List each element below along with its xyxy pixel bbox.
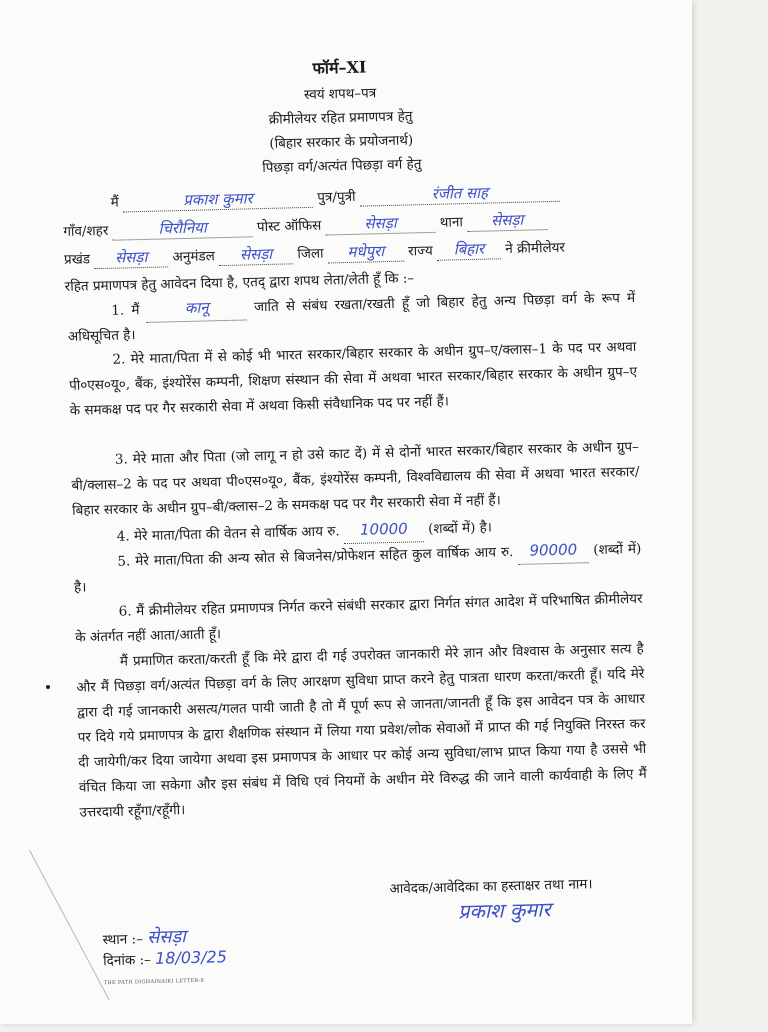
district-field: मधेपुरा [328, 241, 404, 264]
para1-post: जाति से संबंध रखता/रखती हूँ जो बिहार हेतु अन्य पिछड़ा वर्ग के रूप में अधिसूचित है। [67, 289, 636, 345]
heading-category: पिछड़ा वर्ग/अत्यंत पिछड़ा वर्ग हेतु [262, 156, 422, 177]
date-value: 18/03/25 [154, 947, 228, 968]
line-name [110, 181, 560, 213]
village-label: गाँव/शहर [63, 222, 109, 240]
paragraph-6: 6. मैं क्रीमीलेयर रहित प्रमाणपत्र निर्गत करने संबंधी सरकार द्वारा निर्गत संगत आदेश में परिभाषित क्रीमीलेयर के अंतर्गत नहीं आता/आती हूँ। [75, 590, 643, 646]
place-row [102, 923, 227, 950]
thana-label: थाना [439, 214, 464, 231]
heading-purpose: (बिहार सरकार के प्रयोजनार्थ) [269, 132, 414, 152]
heading-certificate: क्रीमीलेयर रहित प्रमाणपत्र हेतु [268, 108, 413, 128]
creamy-tail: ने क्रीमीलेयर [505, 239, 566, 258]
block-label: प्रखंड [63, 251, 91, 268]
form-title: फॉर्म–XI [312, 57, 367, 78]
declaration-paragraph: मैं प्रमाणित करता/करती हूँ कि मेरे द्वारा दी गई उपरोक्त जानकारी मेरे ज्ञान और विश्वास के अनुसार सत्य है और मैं पिछड़ा वर्ग/अत्यंत पिछड़ा वर्ग के लिए आरक्षण सुविधा प्राप्त करने हेतु पात्रता धारण करता/करती हूँ। यदि मेरे द्वारा दी गई जानकारी असत्य/गलत पायी जाती है तो मैं पूर्ण रूप से जानता/जानती हूँ कि इस आवेदन पत्र के आधार पर दिये गये प्रमाणपत्र के द्वारा शैक्षणिक संस्थान में लिया गया प्रवेश/लोक सेवाओं में प्राप्त की गई नियुक्ति निरस्त कर दी जायेगी/कर दिया जायेगा अथवा इस प्रमाणपत्र के आधार पर कोई अन्य सुविधा/लाभ प्राप्त किया गया है उससे भी वंचित किया जा सकेगा और इस संबंध में विधि एवं नियमों के अधीन मेरे विरुद्ध की जाने वाली कार्यवाही के लिए मैं उत्तरदायी रहूँगा/रहूँगी। [76, 640, 647, 821]
district-label: जिला [297, 245, 324, 263]
intro-line: रहित प्रमाणपत्र हेतु आवेदन दिया है, एतद् द्वारा शपथ लेता/लेती हूँ कि :– [64, 270, 415, 295]
block-field: सेसड़ा [94, 246, 168, 269]
place-label: स्थान :– [102, 931, 144, 949]
post-field: सेसड़ा [325, 212, 435, 236]
date-label: दिनांक :– [102, 952, 151, 970]
para5-post: (शब्दों में) है। [73, 540, 642, 596]
salary-income-field: 10000 [344, 516, 425, 544]
main-label: मैं [110, 194, 119, 211]
heading-affidavit: स्वयं शपथ–पत्र [303, 85, 377, 104]
other-income-field: 90000 [518, 537, 589, 565]
line-address [63, 209, 547, 242]
para4-pre: 4. मेरे माता/पिता की वेतन से वार्षिक आय रु. [116, 523, 340, 545]
parent-name-field: रंजीत साह [360, 181, 560, 207]
paragraph-3: 3. मेरे माता और पिता (जो लागू न हो उसे काट दें) में से दोनों भारत सरकार/बिहार सरकार के अधीन ग्रुप–बी/क्लास–2 के पद पर अथवा पी०एस०यू०, बैंक, इंश्योरेंस कम्पनी, विश्वविद्यालय की सेवा में अथवा भारत सरकार/बिहार सरकार के अधीन ग्रुप–बी/क्लास–2 के समकक्ष पद पर गैर सरकारी सेवा में नहीं हैं। [71, 438, 640, 519]
thana-field: सेसड़ा [467, 209, 547, 232]
para1-pre: 1. मैं [111, 302, 140, 319]
caste-field: कानू [146, 294, 247, 322]
state-field: बिहार [437, 238, 501, 261]
signature-name: प्रकाश कुमार [457, 897, 551, 924]
paragraph-2: 2. मेरे माता/पिता में से कोई भी भारत सरकार/बिहार सरकार के अधीन ग्रुप–ए/क्लास–1 के पद पर अथवा पी०एस०यू०, बैंक, इंश्योरेंस कम्पनी, शिक्षण संस्थान की सेवा में अथवा भारत सरकार/बिहार सरकार के अधीन ग्रुप–ए के समकक्ष पद पर गैर सरकारी सेवा में अथवा किसी संवैधानिक पद पर नहीं हैं। [68, 338, 638, 419]
para4-post: (शब्दों में) है। [427, 519, 493, 538]
place-value: सेसड़ा [146, 926, 187, 949]
footer-note: THE PATH DIGHAINAIKI LETTER-8 [103, 977, 205, 987]
line-block [64, 237, 565, 270]
parent-label: पुत्र/पुत्री [317, 188, 356, 206]
applicant-name-field: प्रकाश कुमार [123, 187, 313, 213]
date-row [103, 947, 245, 969]
post-label: पोस्ट ऑफिस [256, 217, 322, 236]
state-label: राज्य [407, 242, 433, 260]
subdiv-field: सेसड़ा [219, 243, 293, 266]
para5-pre: 5. मेरे माता/पिता की अन्य स्रोत से बिजनेस/प्रोफेशन सहित कुल वार्षिक आय रु. [117, 544, 514, 570]
subdiv-label: अनुमंडल [172, 248, 216, 266]
signature-label: आवेदक/आवेदिका का हस्ताक्षर तथा नाम। [389, 876, 593, 898]
stray-dot [46, 685, 50, 689]
village-field: चिरौनिया [112, 216, 252, 240]
